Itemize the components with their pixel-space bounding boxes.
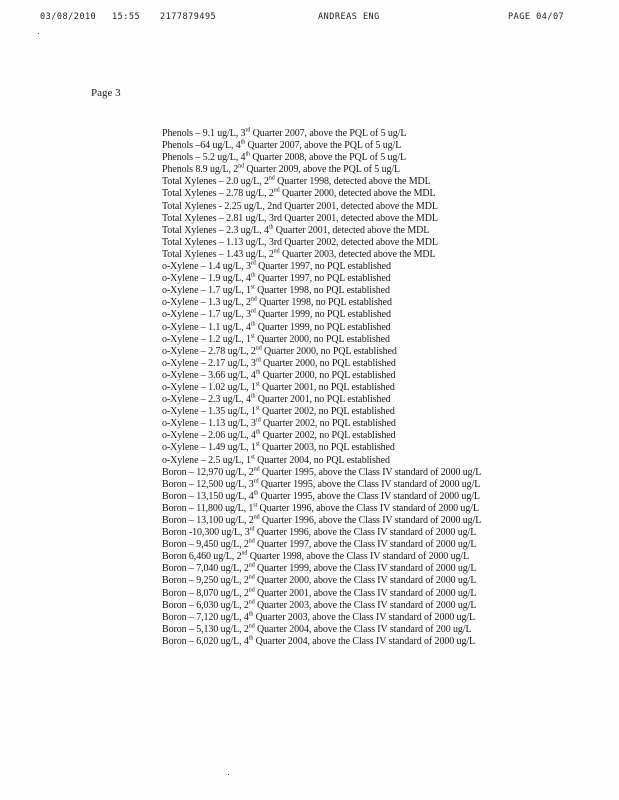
result-line	[162, 285, 582, 297]
result-text: Boron – 9,250 ug/L, 2	[162, 575, 249, 587]
result-line	[162, 225, 582, 237]
result-text: Boron – 7,120 ug/L, 4	[162, 611, 249, 623]
result-text: Quarter 2000, above the Class IV standard of 2000 ug/L	[254, 575, 477, 587]
result-line	[162, 418, 582, 430]
page-label: Page 3	[91, 87, 121, 99]
result-line	[162, 164, 582, 176]
ordinal-suffix: th	[250, 321, 256, 328]
result-text: Quarter 2001, no PQL established	[259, 381, 395, 393]
ordinal-suffix: st	[255, 442, 260, 449]
result-text: Boron 6,460 ug/L, 2	[162, 551, 242, 563]
result-text: Quarter 1997, above the Class IV standard of 2000 ug/L	[254, 539, 477, 551]
result-text: Quarter 1998, no PQL established	[254, 285, 390, 297]
ordinal-suffix: th	[240, 139, 246, 146]
result-text: Total Xylenes - 2.25 ug/L, 2nd Quarter 2001, detected above the MDL	[162, 200, 438, 212]
result-line	[162, 430, 582, 442]
result-text: Quarter 2003, detected above the MDL	[279, 248, 436, 260]
result-text: Quarter 2004, above the Class IV standard of 2000 ug/L	[253, 635, 476, 647]
result-line	[162, 128, 582, 140]
result-line	[162, 442, 582, 454]
result-line	[162, 152, 582, 164]
result-text: Boron – 11,800 ug/L, 1	[162, 502, 254, 514]
ordinal-suffix: rd	[249, 526, 255, 533]
ordinal-suffix: nd	[248, 563, 255, 570]
ordinal-suffix: th	[250, 393, 256, 400]
result-line	[162, 322, 582, 334]
result-text: Boron – 9,450 ug/L, 2	[162, 539, 249, 551]
result-line	[162, 176, 582, 188]
ordinal-suffix: st	[255, 381, 260, 388]
result-text: o-Xylene – 1.7 ug/L, 1	[162, 285, 251, 297]
result-text: Quarter 2001, detected above the MDL	[273, 224, 430, 236]
scan-speck	[228, 774, 229, 775]
result-text: o-Xylene – 1.49 ug/L, 1	[162, 442, 256, 454]
result-line	[162, 612, 582, 624]
ordinal-suffix: nd	[253, 466, 260, 473]
ordinal-suffix: nd	[248, 623, 255, 630]
result-text: Phenols 8.9 ug/L, 2	[162, 164, 239, 176]
result-text: Quarter 2000, no PQL established	[254, 333, 390, 345]
result-text: o-Xylene – 1.1 ug/L, 4	[162, 321, 251, 333]
result-line	[162, 575, 582, 587]
result-text: Boron – 12,970 ug/L, 2	[162, 466, 254, 478]
result-text: Quarter 1997, no PQL established	[255, 273, 391, 285]
ordinal-suffix: th	[255, 369, 261, 376]
result-text: Quarter 2000, no PQL established	[261, 345, 397, 357]
result-text: Total Xylenes – 2.3 ug/L, 4	[162, 224, 269, 236]
result-line	[162, 455, 582, 467]
result-text: o-Xylene – 2.78 ug/L, 2	[162, 345, 256, 357]
ordinal-suffix: rd	[255, 417, 261, 424]
result-text: Phenols – 9.1 ug/L, 3	[162, 128, 246, 139]
result-line	[162, 140, 582, 152]
fax-page-number: PAGE 04/07	[508, 12, 565, 22]
result-text: o-Xylene – 1.9 ug/L, 4	[162, 273, 251, 285]
result-text: Quarter 1995, above the Class IV standard of 2000 ug/L	[258, 478, 481, 490]
result-text: Boron – 12,500 ug/L, 3	[162, 478, 254, 490]
result-line	[162, 297, 582, 309]
result-text: o-Xylene – 3.66 ug/L, 4	[162, 369, 256, 381]
result-line	[162, 249, 582, 261]
ordinal-suffix: rd	[255, 357, 261, 364]
result-text: Quarter 1998, above the Class IV standard of 2000 ug/L	[247, 551, 470, 563]
result-text: o-Xylene – 1.2 ug/L, 1	[162, 333, 251, 345]
result-line	[162, 467, 582, 479]
result-text: Quarter 2001, above the Class IV standard of 2000 ug/L	[254, 587, 477, 599]
result-line	[162, 624, 582, 636]
result-text: o-Xylene – 1.7 ug/L, 3	[162, 309, 251, 321]
fax-time: 15:55	[112, 12, 141, 22]
result-text: Total Xylenes – 2.0 ug/L, 2	[162, 176, 269, 188]
ordinal-suffix: nd	[248, 587, 255, 594]
result-text: Boron – 6,030 ug/L, 2	[162, 599, 249, 611]
result-text: o-Xylene – 2.06 ug/L, 4	[162, 430, 256, 442]
result-text: Quarter 2000, no PQL established	[260, 357, 396, 369]
result-text: Quarter 1998, no PQL established	[256, 297, 392, 309]
result-text: Quarter 2002, no PQL established	[259, 406, 395, 418]
result-text: o-Xylene – 2.5 ug/L, 1	[162, 454, 251, 466]
ordinal-suffix: th	[250, 272, 256, 279]
result-line	[162, 346, 582, 358]
result-line	[162, 394, 582, 406]
result-text: Quarter 1995, above the Class IV standard of 2000 ug/L	[259, 466, 482, 478]
scan-speck	[38, 33, 39, 34]
result-line	[162, 273, 582, 285]
fax-date: 03/08/2010	[40, 12, 97, 22]
result-text: Boron – 6,020 ug/L, 4	[162, 635, 249, 647]
result-text: Total Xylenes – 1.13 ug/L, 3rd Quarter 2002, detected above the MDL	[162, 236, 438, 248]
result-line	[162, 515, 582, 527]
result-text: Boron -10,300 ug/L, 3	[162, 527, 250, 539]
result-text: Phenols –64 ug/L, 4	[162, 140, 241, 152]
ordinal-suffix: rd	[253, 478, 259, 485]
result-text: Quarter 1998, detected above the MDL	[274, 176, 431, 188]
ordinal-suffix: nd	[238, 163, 244, 170]
ordinal-suffix: st	[255, 405, 260, 412]
result-text: Quarter 1999, no PQL established	[255, 321, 391, 333]
ordinal-suffix: nd	[268, 176, 275, 183]
ordinal-suffix: nd	[253, 514, 260, 521]
result-text: Quarter 2000, no PQL established	[260, 369, 396, 381]
result-text: Phenols – 5.2 ug/L, 4	[162, 152, 246, 164]
ordinal-suffix: rd	[245, 127, 251, 134]
result-text: Quarter 2007, above the PQL of 5 ug/L	[250, 128, 407, 139]
result-text: Quarter 2002, no PQL established	[260, 418, 396, 430]
ordinal-suffix: nd	[241, 550, 248, 557]
result-text: Boron – 13,100 ug/L, 2	[162, 515, 254, 526]
result-line	[162, 334, 582, 346]
result-text: Boron – 5,130 ug/L, 2	[162, 623, 249, 635]
fax-sender: ANDREAS ENG	[318, 12, 380, 22]
result-text: Quarter 2000, detected above the MDL	[279, 188, 436, 200]
result-text: Boron – 7,040 ug/L, 2	[162, 563, 249, 575]
result-line	[162, 358, 582, 370]
result-text: Quarter 1997, no PQL established	[255, 261, 391, 273]
result-text: Quarter 1995, above the Class IV standard of 2000 ug/L	[258, 490, 480, 502]
ordinal-suffix: th	[255, 430, 261, 437]
result-line	[162, 636, 582, 648]
result-text: Quarter 2009, above the PQL of 5 ug/L	[243, 164, 401, 176]
result-text: Quarter 1999, above the Class IV standard of 2000 ug/L	[254, 563, 477, 575]
ordinal-suffix: nd	[255, 345, 262, 352]
ordinal-suffix: th	[248, 635, 254, 642]
ordinal-suffix: nd	[273, 188, 280, 195]
result-text: Quarter 2003, no PQL established	[259, 442, 395, 454]
result-text: Quarter 1996, above the Class IV standard of 2000 ug/L	[259, 515, 482, 526]
result-line	[162, 201, 582, 213]
result-text: Boron – 13,150 ug/L, 4	[162, 490, 254, 502]
result-text: o-Xylene – 1.02 ug/L, 1	[162, 381, 256, 393]
result-line	[162, 309, 582, 321]
ordinal-suffix: rd	[250, 260, 256, 267]
result-line	[162, 406, 582, 418]
result-line	[162, 261, 582, 273]
result-line	[162, 563, 582, 575]
ordinal-suffix: th	[268, 224, 274, 231]
result-text: o-Xylene – 1.4 ug/L, 3	[162, 261, 251, 273]
result-line	[162, 588, 582, 600]
result-text: Quarter 2004, no PQL established	[254, 454, 390, 466]
result-line	[162, 491, 582, 503]
ordinal-suffix: st	[253, 502, 258, 509]
result-text: Quarter 2003, above the Class IV standard of 2000 ug/L	[253, 611, 476, 623]
result-line	[162, 370, 582, 382]
result-line	[162, 188, 582, 200]
result-line	[162, 479, 582, 491]
result-line	[162, 600, 582, 612]
ordinal-suffix: st	[250, 454, 255, 461]
result-text: Quarter 1996, above the Class IV standard of 2000 ug/L	[257, 502, 479, 514]
ordinal-suffix: th	[248, 611, 254, 618]
result-text: Quarter 1996, above the Class IV standard of 2000 ug/L	[254, 527, 477, 539]
result-line	[162, 503, 582, 515]
ordinal-suffix: th	[245, 151, 250, 158]
ordinal-suffix: nd	[248, 538, 255, 545]
result-text: Quarter 2003, above the Class IV standard of 2000 ug/L	[254, 599, 477, 611]
result-text: Boron – 8,070 ug/L, 2	[162, 587, 249, 599]
ordinal-suffix: th	[253, 490, 259, 497]
ordinal-suffix: rd	[250, 309, 256, 316]
result-text: Quarter 2008, above the PQL of 5 ug/L	[249, 152, 407, 164]
result-text: Total Xylenes – 2.78 ug/L, 2	[162, 188, 274, 200]
result-text: o-Xylene – 2.17 ug/L, 3	[162, 357, 256, 369]
ordinal-suffix: nd	[248, 599, 255, 606]
result-line	[162, 213, 582, 225]
result-text: Total Xylenes – 2.81 ug/L, 3rd Quarter 2001, detected above the MDL	[162, 212, 438, 224]
fax-phone: 2177879495	[160, 12, 217, 22]
ordinal-suffix: st	[250, 333, 255, 340]
result-text: o-Xylene – 2.3 ug/L, 4	[162, 394, 251, 406]
ordinal-suffix: nd	[273, 248, 280, 255]
result-text: o-Xylene – 1.3 ug/L, 2	[162, 297, 251, 309]
result-line	[162, 539, 582, 551]
result-text: Quarter 2002, no PQL established	[260, 430, 396, 442]
result-text: Total Xylenes – 1.43 ug/L, 2	[162, 248, 274, 260]
result-line	[162, 551, 582, 563]
result-line	[162, 237, 582, 249]
ordinal-suffix: st	[250, 284, 255, 291]
ordinal-suffix: nd	[248, 575, 255, 582]
result-text: Quarter 2007, above the PQL of 5 ug/L	[245, 140, 402, 152]
result-line	[162, 382, 582, 394]
ordinal-suffix: nd	[250, 296, 257, 303]
result-line	[162, 527, 582, 539]
result-text: o-Xylene – 1.13 ug/L, 3	[162, 418, 256, 430]
fax-header	[0, 12, 619, 26]
result-text: Quarter 2004, above the Class IV standard of 200 ug/L	[254, 623, 472, 635]
result-text: o-Xylene – 1.35 ug/L, 1	[162, 406, 256, 418]
result-text: Quarter 2001, no PQL established	[255, 394, 391, 406]
result-text: Quarter 1999, no PQL established	[255, 309, 391, 321]
results-list	[162, 128, 582, 648]
